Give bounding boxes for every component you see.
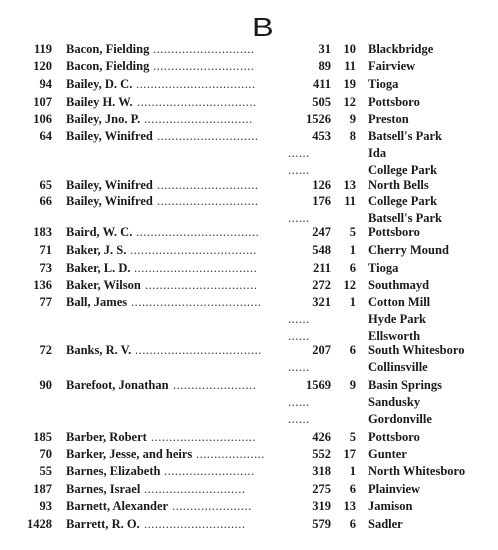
leader-dots: ............................ [157, 194, 259, 208]
leader-dots: ................................. [137, 95, 257, 109]
leader-dots: ............................... [145, 278, 258, 292]
place-name: Sandusky [368, 395, 421, 409]
table-row [0, 277, 498, 293]
owner-name: Barker, Jesse, and heirs [66, 447, 193, 461]
entry-number: 73 [39, 261, 52, 275]
table-row [0, 224, 498, 240]
entry-number: 120 [33, 59, 52, 73]
place-name: Batsell's Park [368, 211, 442, 225]
owner-name: Bailey, D. C. [66, 77, 133, 91]
district-number: 10 [343, 42, 356, 56]
table-row [0, 242, 498, 258]
entry-number: 106 [33, 112, 52, 126]
account-number: 548 [312, 243, 331, 257]
place-name: Pottsboro [368, 430, 420, 444]
table-row [0, 260, 498, 276]
continuation-dots: ...... [288, 329, 310, 343]
district-number: 17 [343, 447, 356, 461]
place-name: Fairview [368, 59, 416, 73]
district-number: 8 [349, 129, 356, 143]
account-number: 176 [312, 194, 331, 208]
table-row [0, 516, 498, 532]
table-row [0, 193, 498, 209]
entry-number: 72 [39, 343, 52, 357]
place-name: Tioga [368, 261, 399, 275]
district-number: 1 [349, 243, 356, 257]
owner-name: Bailey, Winifred [66, 129, 153, 143]
entry-number: 66 [39, 194, 52, 208]
district-number: 9 [349, 112, 356, 126]
owner-name: Barnes, Israel [66, 482, 141, 496]
leader-dots: ............................. [151, 430, 257, 444]
place-name: Plainview [368, 482, 421, 496]
entry-number: 70 [39, 447, 52, 461]
table-row [0, 377, 498, 393]
place-name: Gordonville [368, 412, 432, 426]
account-number: 89 [318, 59, 331, 73]
owner-name: Barnett, Alexander [66, 499, 169, 513]
district-number: 11 [344, 194, 356, 208]
table-row [0, 94, 498, 110]
account-number: 552 [312, 447, 331, 461]
leader-dots: ............................ [153, 59, 255, 73]
table-row [0, 294, 498, 310]
table-row [0, 76, 498, 92]
owner-name: Baird, W. C. [66, 225, 133, 239]
account-number: 505 [312, 95, 331, 109]
owner-name: Bailey, Winifred [66, 194, 153, 208]
district-number: 19 [343, 77, 356, 91]
table-row [0, 111, 498, 127]
leader-dots: ................... [196, 447, 265, 461]
leader-dots: ............................ [157, 178, 259, 192]
table-row [0, 498, 498, 514]
place-name: North Bells [368, 178, 429, 192]
entry-number: 107 [33, 95, 52, 109]
continuation-dots: ...... [288, 146, 310, 160]
owner-name: Bailey H. W. [66, 95, 133, 109]
table-row [0, 177, 498, 193]
account-number: 318 [312, 464, 331, 478]
leader-dots: ...................... [172, 499, 252, 513]
entry-number: 94 [39, 77, 52, 91]
continuation-dots: ...... [288, 211, 310, 225]
owner-name: Banks, R. V. [66, 343, 132, 357]
leader-dots: ............................ [144, 517, 246, 531]
entry-number: 119 [33, 42, 52, 56]
district-number: 9 [349, 378, 356, 392]
leader-dots: .................................. [134, 261, 258, 275]
entry-number: 77 [39, 295, 52, 309]
table-row [0, 342, 498, 358]
entry-number: 136 [33, 278, 52, 292]
account-number: 453 [312, 129, 331, 143]
place-name: Batsell's Park [368, 129, 442, 143]
district-number: 6 [349, 482, 356, 496]
table-row [0, 41, 498, 57]
district-number: 6 [349, 261, 356, 275]
leader-dots: ............................ [153, 42, 255, 56]
continuation-dots: ...... [288, 395, 310, 409]
place-name: Sadler [368, 517, 403, 531]
entry-number: 183 [33, 225, 52, 239]
place-name: Pottsboro [368, 95, 420, 109]
district-number: 13 [343, 178, 356, 192]
account-number: 31 [318, 42, 331, 56]
continuation-dots: ...... [288, 312, 310, 326]
district-number: 12 [343, 278, 356, 292]
leader-dots: ............................ [157, 129, 259, 143]
continuation-dots: ...... [288, 163, 310, 177]
leader-dots: ............................ [144, 482, 246, 496]
place-name: Ida [368, 146, 387, 160]
district-number: 5 [349, 430, 356, 444]
leader-dots: ....................... [173, 378, 257, 392]
entry-number: 187 [33, 482, 52, 496]
table-row [0, 463, 498, 479]
account-number: 247 [312, 225, 331, 239]
account-number: 579 [312, 517, 331, 531]
continuation-dots: ...... [288, 412, 310, 426]
district-number: 12 [343, 95, 356, 109]
district-number: 13 [343, 499, 356, 513]
place-name: North Whitesboro [368, 464, 466, 478]
section-letter: B [252, 12, 274, 42]
place-name: College Park [368, 194, 438, 208]
account-number: 426 [312, 430, 331, 444]
place-name: Pottsboro [368, 225, 420, 239]
owner-name: Ball, James [66, 295, 128, 309]
table-row [0, 429, 498, 445]
owner-name: Baker, J. S. [66, 243, 127, 257]
place-name: Cotton Mill [368, 295, 431, 309]
entry-number: 71 [39, 243, 52, 257]
district-number: 1 [349, 464, 356, 478]
owner-name: Bacon, Fielding [66, 59, 150, 73]
continuation-dots: ...... [288, 360, 310, 374]
district-number: 6 [349, 343, 356, 357]
place-name: Preston [368, 112, 409, 126]
entry-number: 93 [39, 499, 52, 513]
owner-name: Bailey, Jno. P. [66, 112, 141, 126]
table-row [0, 128, 498, 144]
place-name: Hyde Park [368, 312, 426, 326]
entry-number: 185 [33, 430, 52, 444]
account-number: 211 [312, 261, 331, 275]
place-name: Ellsworth [368, 329, 421, 343]
owner-name: Barefoot, Jonathan [66, 378, 169, 392]
leader-dots: .............................. [144, 112, 253, 126]
district-number: 1 [349, 295, 356, 309]
place-name: Southmayd [368, 278, 430, 292]
place-name: Tioga [368, 77, 399, 91]
table-row [0, 481, 498, 497]
leader-dots: .................................... [131, 295, 262, 309]
place-name: Blackbridge [368, 42, 434, 56]
place-name: Collinsville [368, 360, 428, 374]
place-name: South Whitesboro [368, 343, 465, 357]
entry-number: 55 [39, 464, 52, 478]
account-number: 411 [312, 77, 331, 91]
place-name: Jamison [368, 499, 413, 513]
district-number: 6 [349, 517, 356, 531]
account-number: 207 [312, 343, 331, 357]
district-number: 5 [349, 225, 356, 239]
entry-number: 1428 [27, 517, 52, 531]
account-number: 1569 [306, 378, 331, 392]
table-row [0, 446, 498, 462]
owner-name: Bailey, Winifred [66, 178, 153, 192]
owner-name: Barrett, R. O. [66, 517, 140, 531]
entry-number: 90 [39, 378, 52, 392]
place-name: Gunter [368, 447, 407, 461]
account-number: 321 [312, 295, 331, 309]
owner-name: Baker, L. D. [66, 261, 131, 275]
owner-name: Barnes, Elizabeth [66, 464, 161, 478]
place-name: Basin Springs [368, 378, 442, 392]
leader-dots: ................................. [136, 77, 256, 91]
entry-number: 65 [39, 178, 52, 192]
account-number: 1526 [306, 112, 331, 126]
account-number: 275 [312, 482, 331, 496]
place-name: College Park [368, 163, 438, 177]
leader-dots: ......................... [164, 464, 255, 478]
account-number: 272 [312, 278, 331, 292]
account-number: 319 [312, 499, 331, 513]
leader-dots: ................................... [130, 243, 257, 257]
leader-dots: ................................... [135, 343, 262, 357]
district-number: 11 [344, 59, 356, 73]
entry-number: 64 [39, 129, 52, 143]
account-number: 126 [312, 178, 331, 192]
place-name: Cherry Mound [368, 243, 449, 257]
leader-dots: .................................. [136, 225, 260, 239]
owner-name: Bacon, Fielding [66, 42, 150, 56]
owner-name: Barber, Robert [66, 430, 147, 444]
owner-name: Baker, Wilson [66, 278, 141, 292]
table-row [0, 58, 498, 74]
